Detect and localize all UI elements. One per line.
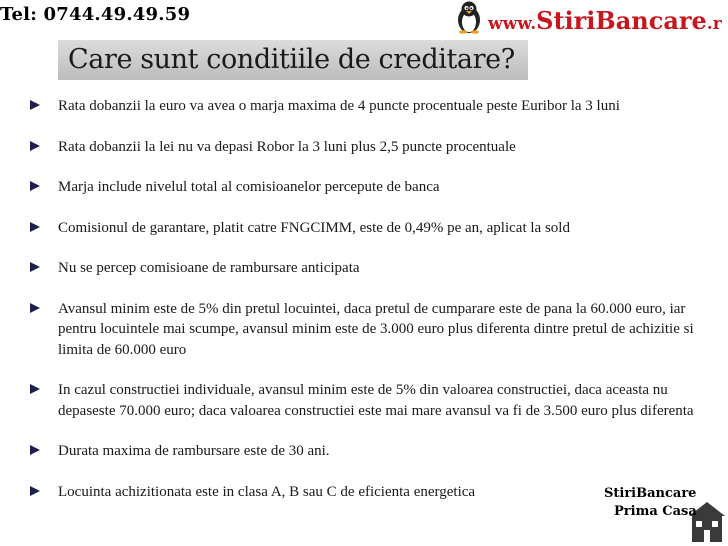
list-item bbox=[30, 299, 700, 361]
conditions-list bbox=[30, 96, 700, 522]
list-item bbox=[30, 441, 700, 462]
bullet-icon bbox=[30, 445, 40, 455]
bullet-icon bbox=[30, 181, 40, 191]
list-item-text: Marja include nivelul total al comisioanelor percepute de banca bbox=[58, 179, 440, 195]
bullet-icon bbox=[30, 222, 40, 232]
list-item-text: Locuinta achizitionata este in clasa A, B sau C de eficienta energetica bbox=[58, 483, 476, 500]
site-logo[interactable] bbox=[452, 0, 728, 34]
bullet-icon bbox=[30, 100, 40, 110]
list-item-text: Durata maxima de rambursare este de 30 ani. bbox=[58, 443, 330, 459]
bullet-icon bbox=[30, 384, 40, 394]
bullet-icon bbox=[30, 262, 40, 272]
site-url bbox=[488, 6, 722, 35]
page-title: Care sunt conditiile de creditare? bbox=[68, 44, 515, 75]
list-item-text: Comisionul de garantare, platit catre FNGCIMM, este de 0,49% pe an, aplicat la sold bbox=[58, 219, 570, 236]
list-item bbox=[30, 218, 700, 239]
list-item-text: Rata dobanzii la euro va avea o marja maxima de 4 puncte procentuale peste Euribor la 3 luni bbox=[58, 98, 620, 114]
list-item bbox=[30, 137, 700, 158]
phone-number: Tel: 0744.49.49.59 bbox=[0, 4, 191, 25]
list-item-text: Avansul minim este de 5% din pretul locuintei, daca pretul de cumparare este de pana la 60.000 euro, iar pentru locuintele mai scumpe, avansul minim este de 3.000 euro plus diferenta dintre pretul de achizitie si limita de 60.000 euro bbox=[58, 300, 694, 358]
site-url-prefix: www. bbox=[488, 14, 537, 34]
site-url-suffix: .r bbox=[706, 14, 722, 34]
list-item-text: Nu se percep comisioane de rambursare anticipata bbox=[58, 260, 360, 276]
list-item bbox=[30, 258, 700, 279]
list-item bbox=[30, 96, 700, 117]
list-item-text: Rata dobanzii la lei nu va depasi Robor la 3 luni plus 2,5 puncte procentuale bbox=[58, 138, 516, 155]
bullet-icon bbox=[30, 303, 40, 313]
bullet-icon bbox=[30, 486, 40, 496]
footer-logo-line1: StiriBancare bbox=[604, 486, 697, 501]
penguin-icon bbox=[452, 0, 486, 34]
footer-logo-line2: Prima Casa bbox=[614, 504, 697, 519]
prima-casa-logo[interactable] bbox=[590, 484, 728, 546]
site-url-brand: StiriBancare bbox=[536, 6, 707, 35]
list-item bbox=[30, 177, 700, 198]
bullet-icon bbox=[30, 141, 40, 151]
list-item bbox=[30, 380, 700, 421]
list-item-text: In cazul constructiei individuale, avansul minim este de 5% din valoarea constructiei, daca aceasta nu depaseste 70.000 euro; daca valoarea constructiei este mai mare avansul va fi de 3.500 euro plus diferenta bbox=[58, 382, 694, 419]
